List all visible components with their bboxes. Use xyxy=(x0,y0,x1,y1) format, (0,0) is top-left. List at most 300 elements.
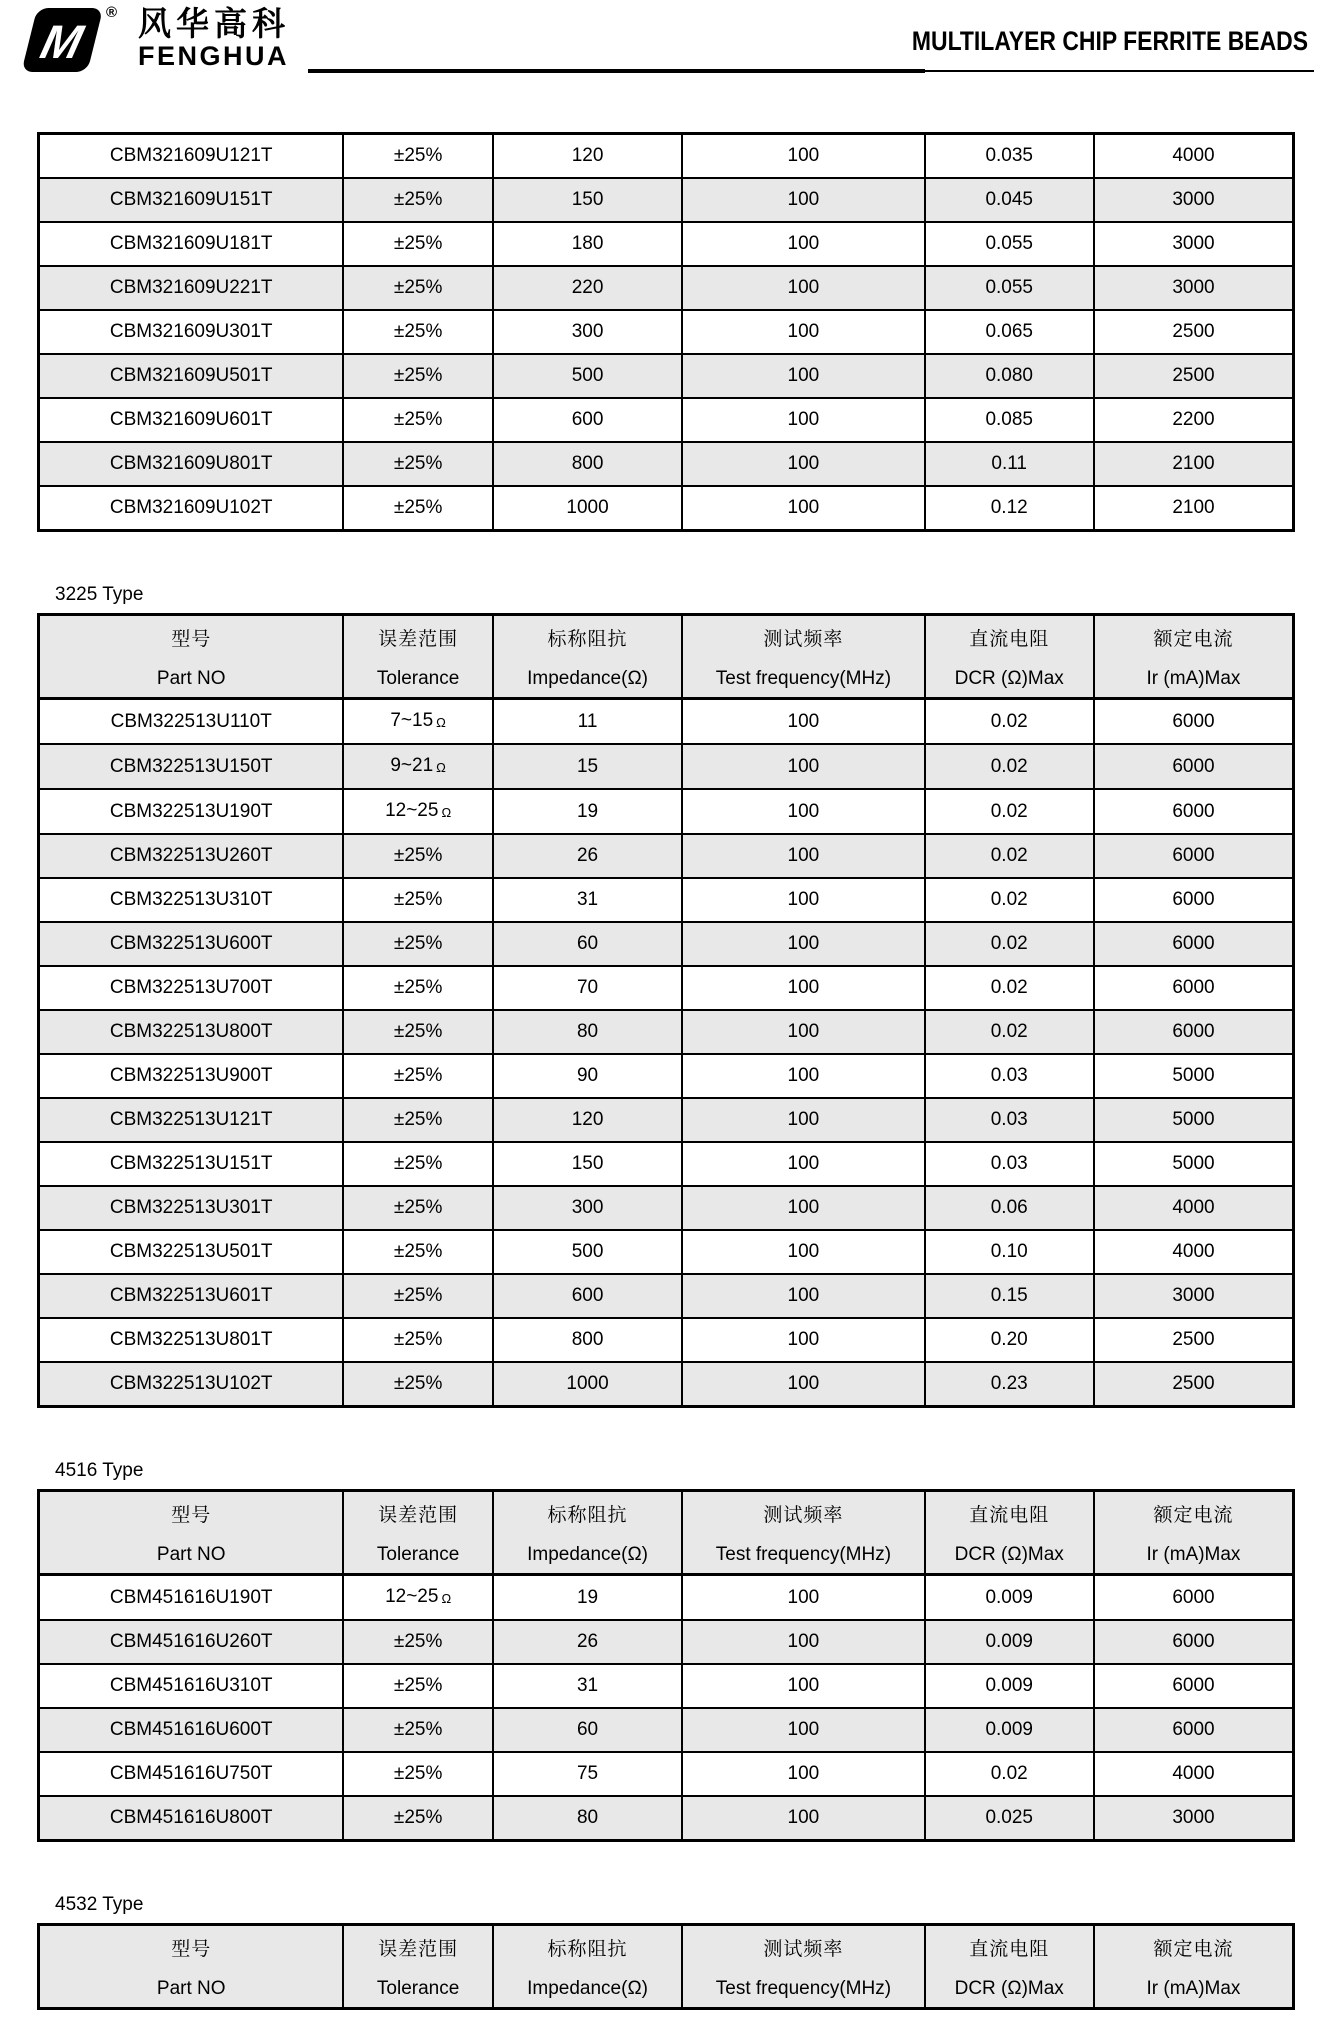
table-row xyxy=(39,1142,1294,1186)
col-header-test-frequency xyxy=(682,1925,924,2009)
cell-dcr: 0.009 xyxy=(925,1664,1094,1708)
cell-rated-current: 4000 xyxy=(1094,134,1294,179)
cell-test-frequency: 100 xyxy=(682,1098,924,1142)
cell-dcr: 0.02 xyxy=(925,744,1094,789)
cell-test-frequency: 100 xyxy=(682,1620,924,1664)
cell-impedance: 500 xyxy=(493,1230,683,1274)
col-header-label-cn: 型号 xyxy=(171,1504,212,1526)
cell-dcr: 0.035 xyxy=(925,134,1094,179)
cell-part-no: CBM322513U102T xyxy=(39,1362,344,1407)
cell-impedance: 11 xyxy=(493,699,683,745)
cell-tolerance: ±25% xyxy=(343,486,492,531)
cell-dcr: 0.02 xyxy=(925,966,1094,1010)
col-header-label-cn: 额定电流 xyxy=(1153,1938,1234,1960)
ohm-unit: Ω xyxy=(441,805,452,820)
col-header-label-en: Test frequency(MHz) xyxy=(715,1543,892,1565)
brand-name-chinese: 风华高科 xyxy=(138,5,290,42)
col-header-impedance xyxy=(493,1925,683,2009)
cell-test-frequency: 100 xyxy=(682,744,924,789)
datasheet-body xyxy=(37,132,1295,2010)
cell-part-no: CBM321609U601T xyxy=(39,398,344,442)
type-label-4532: 4532 Type xyxy=(55,1894,144,1915)
cell-dcr: 0.03 xyxy=(925,1054,1094,1098)
cell-part-no: CBM322513U121T xyxy=(39,1098,344,1142)
col-header-label-en: Part NO xyxy=(156,1543,226,1565)
col-header-part-no xyxy=(39,615,344,699)
table-header-row xyxy=(39,1491,1294,1575)
cell-tolerance: ±25% xyxy=(343,922,492,966)
cell-test-frequency: 100 xyxy=(682,922,924,966)
cell-impedance: 1000 xyxy=(493,486,683,531)
table-row xyxy=(39,1620,1294,1664)
table-row xyxy=(39,398,1294,442)
parts-table-321609 xyxy=(37,132,1295,532)
cell-rated-current: 5000 xyxy=(1094,1054,1294,1098)
col-header-label-en: Part NO xyxy=(156,1977,226,1999)
cell-rated-current: 2500 xyxy=(1094,1362,1294,1407)
cell-tolerance: ±25% xyxy=(343,178,492,222)
col-header-label-en: Ir (mA)Max xyxy=(1146,1977,1241,1999)
brand-block xyxy=(138,7,290,70)
col-header-label-cn: 测试频率 xyxy=(763,1938,844,1960)
cell-impedance: 60 xyxy=(493,1708,683,1752)
cell-dcr: 0.10 xyxy=(925,1230,1094,1274)
cell-part-no: CBM321609U221T xyxy=(39,266,344,310)
cell-part-no: CBM321609U501T xyxy=(39,354,344,398)
cell-test-frequency: 100 xyxy=(682,1664,924,1708)
cell-dcr: 0.11 xyxy=(925,442,1094,486)
cell-part-no: CBM322513U801T xyxy=(39,1318,344,1362)
cell-impedance: 70 xyxy=(493,966,683,1010)
cell-dcr: 0.03 xyxy=(925,1142,1094,1186)
table-row xyxy=(39,134,1294,179)
cell-dcr: 0.045 xyxy=(925,178,1094,222)
cell-tolerance: ±25% xyxy=(343,1620,492,1664)
cell-test-frequency: 100 xyxy=(682,222,924,266)
registered-trademark-symbol: ® xyxy=(106,4,118,21)
col-header-label-cn: 直流电阻 xyxy=(969,628,1050,650)
col-header-label-cn: 额定电流 xyxy=(1153,628,1234,650)
cell-rated-current: 6000 xyxy=(1094,1620,1294,1664)
cell-rated-current: 4000 xyxy=(1094,1752,1294,1796)
cell-impedance: 300 xyxy=(493,310,683,354)
col-header-label-cn: 误差范围 xyxy=(378,1504,459,1526)
cell-tolerance: 12~25 Ω xyxy=(343,1575,492,1621)
cell-rated-current: 6000 xyxy=(1094,789,1294,834)
cell-rated-current: 3000 xyxy=(1094,1274,1294,1318)
col-header-label-cn: 额定电流 xyxy=(1153,1504,1234,1526)
cell-test-frequency: 100 xyxy=(682,1796,924,1841)
cell-part-no: CBM322513U151T xyxy=(39,1142,344,1186)
cell-dcr: 0.02 xyxy=(925,789,1094,834)
fenghua-m-logo-icon xyxy=(18,5,110,75)
cell-impedance: 31 xyxy=(493,1664,683,1708)
cell-part-no: CBM321609U301T xyxy=(39,310,344,354)
cell-impedance: 26 xyxy=(493,834,683,878)
cell-tolerance: ±25% xyxy=(343,1054,492,1098)
cell-tolerance: 7~15 Ω xyxy=(343,699,492,745)
table-row xyxy=(39,1054,1294,1098)
section-3225-type xyxy=(37,585,1295,1408)
cell-dcr: 0.02 xyxy=(925,878,1094,922)
cell-dcr: 0.055 xyxy=(925,266,1094,310)
table-row xyxy=(39,442,1294,486)
cell-test-frequency: 100 xyxy=(682,1054,924,1098)
cell-test-frequency: 100 xyxy=(682,178,924,222)
cell-part-no: CBM451616U260T xyxy=(39,1620,344,1664)
cell-tolerance: ±25% xyxy=(343,1318,492,1362)
table-row xyxy=(39,1752,1294,1796)
section-4516-type xyxy=(37,1461,1295,1842)
col-header-tolerance xyxy=(343,1491,492,1575)
page-header xyxy=(0,0,1326,76)
cell-test-frequency: 100 xyxy=(682,789,924,834)
cell-rated-current: 3000 xyxy=(1094,266,1294,310)
table-row xyxy=(39,222,1294,266)
cell-rated-current: 2500 xyxy=(1094,310,1294,354)
cell-tolerance: ±25% xyxy=(343,1362,492,1407)
cell-part-no: CBM322513U310T xyxy=(39,878,344,922)
cell-test-frequency: 100 xyxy=(682,1142,924,1186)
col-header-rated-current xyxy=(1094,1925,1294,2009)
cell-dcr: 0.02 xyxy=(925,1010,1094,1054)
table-header-row xyxy=(39,615,1294,699)
cell-tolerance: ±25% xyxy=(343,354,492,398)
cell-rated-current: 2500 xyxy=(1094,354,1294,398)
type-label-3225: 3225 Type xyxy=(55,584,144,605)
table-row xyxy=(39,354,1294,398)
cell-tolerance: ±25% xyxy=(343,310,492,354)
cell-dcr: 0.02 xyxy=(925,834,1094,878)
table-row xyxy=(39,1230,1294,1274)
cell-part-no: CBM322513U600T xyxy=(39,922,344,966)
col-header-label-cn: 测试频率 xyxy=(763,628,844,650)
col-header-label-en: DCR (Ω)Max xyxy=(954,1977,1064,1999)
cell-test-frequency: 100 xyxy=(682,1274,924,1318)
col-header-label-en: Impedance(Ω) xyxy=(527,1543,648,1565)
cell-test-frequency: 100 xyxy=(682,966,924,1010)
col-header-label-cn: 型号 xyxy=(171,628,212,650)
table-row xyxy=(39,1708,1294,1752)
cell-impedance: 1000 xyxy=(493,1362,683,1407)
section-continuation-321609 xyxy=(37,132,1295,532)
table-row xyxy=(39,922,1294,966)
cell-part-no: CBM322513U301T xyxy=(39,1186,344,1230)
cell-test-frequency: 100 xyxy=(682,1752,924,1796)
cell-impedance: 150 xyxy=(493,1142,683,1186)
col-header-label-en: Ir (mA)Max xyxy=(1146,1543,1241,1565)
cell-part-no: CBM322513U260T xyxy=(39,834,344,878)
header-rule-thick xyxy=(308,69,925,73)
cell-impedance: 600 xyxy=(493,398,683,442)
brand-name-english: FENGHUA xyxy=(138,41,289,71)
cell-dcr: 0.03 xyxy=(925,1098,1094,1142)
cell-dcr: 0.009 xyxy=(925,1620,1094,1664)
cell-part-no: CBM451616U600T xyxy=(39,1708,344,1752)
cell-dcr: 0.15 xyxy=(925,1274,1094,1318)
ohm-unit: Ω xyxy=(441,1591,452,1606)
cell-test-frequency: 100 xyxy=(682,699,924,745)
cell-impedance: 180 xyxy=(493,222,683,266)
col-header-label-cn: 误差范围 xyxy=(378,628,459,650)
cell-rated-current: 6000 xyxy=(1094,1575,1294,1621)
cell-part-no: CBM322513U150T xyxy=(39,744,344,789)
table-row xyxy=(39,310,1294,354)
cell-impedance: 120 xyxy=(493,1098,683,1142)
cell-dcr: 0.02 xyxy=(925,922,1094,966)
cell-test-frequency: 100 xyxy=(682,1186,924,1230)
table-row xyxy=(39,266,1294,310)
parts-table-4516 xyxy=(37,1489,1295,1842)
parts-table-4532 xyxy=(37,1923,1295,2010)
cell-tolerance: ±25% xyxy=(343,1098,492,1142)
cell-test-frequency: 100 xyxy=(682,486,924,531)
cell-test-frequency: 100 xyxy=(682,354,924,398)
cell-impedance: 80 xyxy=(493,1010,683,1054)
col-header-dcr xyxy=(925,615,1094,699)
cell-dcr: 0.23 xyxy=(925,1362,1094,1407)
section-4532-type xyxy=(37,1895,1295,2010)
page-title: MULTILAYER CHIP FERRITE BEADS xyxy=(911,26,1308,56)
cell-dcr: 0.12 xyxy=(925,486,1094,531)
col-header-label-en: DCR (Ω)Max xyxy=(954,1543,1064,1565)
table-row xyxy=(39,178,1294,222)
cell-tolerance: ±25% xyxy=(343,1664,492,1708)
cell-test-frequency: 100 xyxy=(682,1708,924,1752)
cell-part-no: CBM451616U190T xyxy=(39,1575,344,1621)
cell-part-no: CBM322513U190T xyxy=(39,789,344,834)
col-header-label-en: Impedance(Ω) xyxy=(527,667,648,689)
col-header-impedance xyxy=(493,615,683,699)
cell-impedance: 500 xyxy=(493,354,683,398)
cell-part-no: CBM321609U801T xyxy=(39,442,344,486)
cell-impedance: 150 xyxy=(493,178,683,222)
table-row xyxy=(39,486,1294,531)
cell-rated-current: 6000 xyxy=(1094,922,1294,966)
cell-dcr: 0.009 xyxy=(925,1575,1094,1621)
cell-test-frequency: 100 xyxy=(682,266,924,310)
table-row xyxy=(39,1274,1294,1318)
cell-tolerance: ±25% xyxy=(343,442,492,486)
col-header-label-en: Part NO xyxy=(156,667,226,689)
cell-tolerance: ±25% xyxy=(343,878,492,922)
cell-rated-current: 6000 xyxy=(1094,1010,1294,1054)
cell-tolerance: ±25% xyxy=(343,966,492,1010)
col-header-label-cn: 标称阻抗 xyxy=(547,1938,628,1960)
cell-tolerance: ±25% xyxy=(343,222,492,266)
cell-tolerance: ±25% xyxy=(343,1274,492,1318)
cell-part-no: CBM322513U800T xyxy=(39,1010,344,1054)
cell-tolerance: 12~25 Ω xyxy=(343,789,492,834)
cell-test-frequency: 100 xyxy=(682,398,924,442)
cell-impedance: 19 xyxy=(493,789,683,834)
cell-test-frequency: 100 xyxy=(682,310,924,354)
cell-impedance: 120 xyxy=(493,134,683,179)
table-row xyxy=(39,1098,1294,1142)
table-header-row xyxy=(39,1925,1294,2009)
cell-rated-current: 4000 xyxy=(1094,1186,1294,1230)
cell-rated-current: 6000 xyxy=(1094,699,1294,745)
col-header-rated-current xyxy=(1094,615,1294,699)
table-row xyxy=(39,1186,1294,1230)
cell-tolerance: ±25% xyxy=(343,134,492,179)
cell-part-no: CBM451616U750T xyxy=(39,1752,344,1796)
cell-rated-current: 2200 xyxy=(1094,398,1294,442)
col-header-label-en: Tolerance xyxy=(376,1543,460,1565)
cell-dcr: 0.20 xyxy=(925,1318,1094,1362)
col-header-label-en: Test frequency(MHz) xyxy=(715,667,892,689)
cell-rated-current: 4000 xyxy=(1094,1230,1294,1274)
cell-tolerance: ±25% xyxy=(343,1708,492,1752)
table-row xyxy=(39,699,1294,745)
cell-tolerance: 9~21 Ω xyxy=(343,744,492,789)
col-header-label-cn: 误差范围 xyxy=(378,1938,459,1960)
col-header-label-en: Tolerance xyxy=(376,1977,460,1999)
cell-rated-current: 5000 xyxy=(1094,1098,1294,1142)
cell-tolerance: ±25% xyxy=(343,834,492,878)
table-row xyxy=(39,1664,1294,1708)
cell-dcr: 0.025 xyxy=(925,1796,1094,1841)
cell-dcr: 0.065 xyxy=(925,310,1094,354)
col-header-dcr xyxy=(925,1491,1094,1575)
col-header-part-no xyxy=(39,1491,344,1575)
cell-test-frequency: 100 xyxy=(682,1575,924,1621)
cell-rated-current: 2500 xyxy=(1094,1318,1294,1362)
table-row xyxy=(39,834,1294,878)
table-row xyxy=(39,1362,1294,1407)
cell-tolerance: ±25% xyxy=(343,1186,492,1230)
cell-rated-current: 2100 xyxy=(1094,486,1294,531)
cell-tolerance: ±25% xyxy=(343,1230,492,1274)
cell-impedance: 90 xyxy=(493,1054,683,1098)
parts-table-3225 xyxy=(37,613,1295,1408)
col-header-label-en: Ir (mA)Max xyxy=(1146,667,1241,689)
col-header-tolerance xyxy=(343,1925,492,2009)
cell-impedance: 800 xyxy=(493,1318,683,1362)
col-header-label-cn: 标称阻抗 xyxy=(547,1504,628,1526)
cell-test-frequency: 100 xyxy=(682,442,924,486)
cell-rated-current: 6000 xyxy=(1094,1708,1294,1752)
cell-part-no: CBM322513U601T xyxy=(39,1274,344,1318)
col-header-test-frequency xyxy=(682,615,924,699)
cell-impedance: 19 xyxy=(493,1575,683,1621)
cell-rated-current: 3000 xyxy=(1094,178,1294,222)
cell-part-no: CBM451616U800T xyxy=(39,1796,344,1841)
cell-test-frequency: 100 xyxy=(682,878,924,922)
cell-impedance: 220 xyxy=(493,266,683,310)
cell-dcr: 0.02 xyxy=(925,1752,1094,1796)
cell-part-no: CBM322513U900T xyxy=(39,1054,344,1098)
table-row xyxy=(39,1575,1294,1621)
col-header-label-cn: 型号 xyxy=(171,1938,212,1960)
col-header-rated-current xyxy=(1094,1491,1294,1575)
col-header-impedance xyxy=(493,1491,683,1575)
cell-tolerance: ±25% xyxy=(343,1752,492,1796)
cell-dcr: 0.085 xyxy=(925,398,1094,442)
cell-part-no: CBM321609U181T xyxy=(39,222,344,266)
table-row xyxy=(39,878,1294,922)
col-header-label-en: Tolerance xyxy=(376,667,460,689)
cell-rated-current: 5000 xyxy=(1094,1142,1294,1186)
cell-test-frequency: 100 xyxy=(682,1318,924,1362)
col-header-label-en: DCR (Ω)Max xyxy=(954,667,1064,689)
col-header-dcr xyxy=(925,1925,1094,2009)
cell-dcr: 0.02 xyxy=(925,699,1094,745)
cell-tolerance: ±25% xyxy=(343,1142,492,1186)
col-header-label-cn: 测试频率 xyxy=(763,1504,844,1526)
cell-test-frequency: 100 xyxy=(682,1230,924,1274)
col-header-label-cn: 直流电阻 xyxy=(969,1938,1050,1960)
cell-tolerance: ±25% xyxy=(343,398,492,442)
cell-impedance: 75 xyxy=(493,1752,683,1796)
table-row xyxy=(39,1010,1294,1054)
cell-rated-current: 6000 xyxy=(1094,878,1294,922)
cell-dcr: 0.055 xyxy=(925,222,1094,266)
table-row xyxy=(39,1318,1294,1362)
cell-part-no: CBM322513U700T xyxy=(39,966,344,1010)
cell-part-no: CBM321609U121T xyxy=(39,134,344,179)
cell-impedance: 60 xyxy=(493,922,683,966)
col-header-label-cn: 标称阻抗 xyxy=(547,628,628,650)
table-row xyxy=(39,966,1294,1010)
cell-tolerance: ±25% xyxy=(343,266,492,310)
cell-rated-current: 3000 xyxy=(1094,222,1294,266)
cell-dcr: 0.009 xyxy=(925,1708,1094,1752)
col-header-tolerance xyxy=(343,615,492,699)
table-row xyxy=(39,1796,1294,1841)
cell-impedance: 31 xyxy=(493,878,683,922)
type-label-4516: 4516 Type xyxy=(55,1460,144,1481)
col-header-label-en: Test frequency(MHz) xyxy=(715,1977,892,1999)
col-header-test-frequency xyxy=(682,1491,924,1575)
cell-impedance: 80 xyxy=(493,1796,683,1841)
cell-impedance: 300 xyxy=(493,1186,683,1230)
cell-part-no: CBM322513U501T xyxy=(39,1230,344,1274)
svg-text:M: M xyxy=(35,16,88,69)
cell-impedance: 15 xyxy=(493,744,683,789)
table-row xyxy=(39,789,1294,834)
cell-part-no: CBM451616U310T xyxy=(39,1664,344,1708)
cell-tolerance: ±25% xyxy=(343,1796,492,1841)
cell-rated-current: 2100 xyxy=(1094,442,1294,486)
col-header-label-en: Impedance(Ω) xyxy=(527,1977,648,1999)
header-rule-thin xyxy=(925,70,1314,72)
cell-dcr: 0.080 xyxy=(925,354,1094,398)
cell-rated-current: 3000 xyxy=(1094,1796,1294,1841)
cell-impedance: 800 xyxy=(493,442,683,486)
ohm-unit: Ω xyxy=(436,760,446,775)
table-row xyxy=(39,744,1294,789)
cell-dcr: 0.06 xyxy=(925,1186,1094,1230)
ohm-unit: Ω xyxy=(436,715,446,730)
cell-test-frequency: 100 xyxy=(682,1010,924,1054)
cell-impedance: 26 xyxy=(493,1620,683,1664)
cell-rated-current: 6000 xyxy=(1094,1664,1294,1708)
cell-rated-current: 6000 xyxy=(1094,834,1294,878)
cell-rated-current: 6000 xyxy=(1094,966,1294,1010)
cell-rated-current: 6000 xyxy=(1094,744,1294,789)
cell-test-frequency: 100 xyxy=(682,134,924,179)
cell-test-frequency: 100 xyxy=(682,1362,924,1407)
cell-impedance: 600 xyxy=(493,1274,683,1318)
cell-part-no: CBM321609U102T xyxy=(39,486,344,531)
cell-part-no: CBM322513U110T xyxy=(39,699,344,745)
cell-tolerance: ±25% xyxy=(343,1010,492,1054)
col-header-label-cn: 直流电阻 xyxy=(969,1504,1050,1526)
cell-part-no: CBM321609U151T xyxy=(39,178,344,222)
col-header-part-no xyxy=(39,1925,344,2009)
cell-test-frequency: 100 xyxy=(682,834,924,878)
